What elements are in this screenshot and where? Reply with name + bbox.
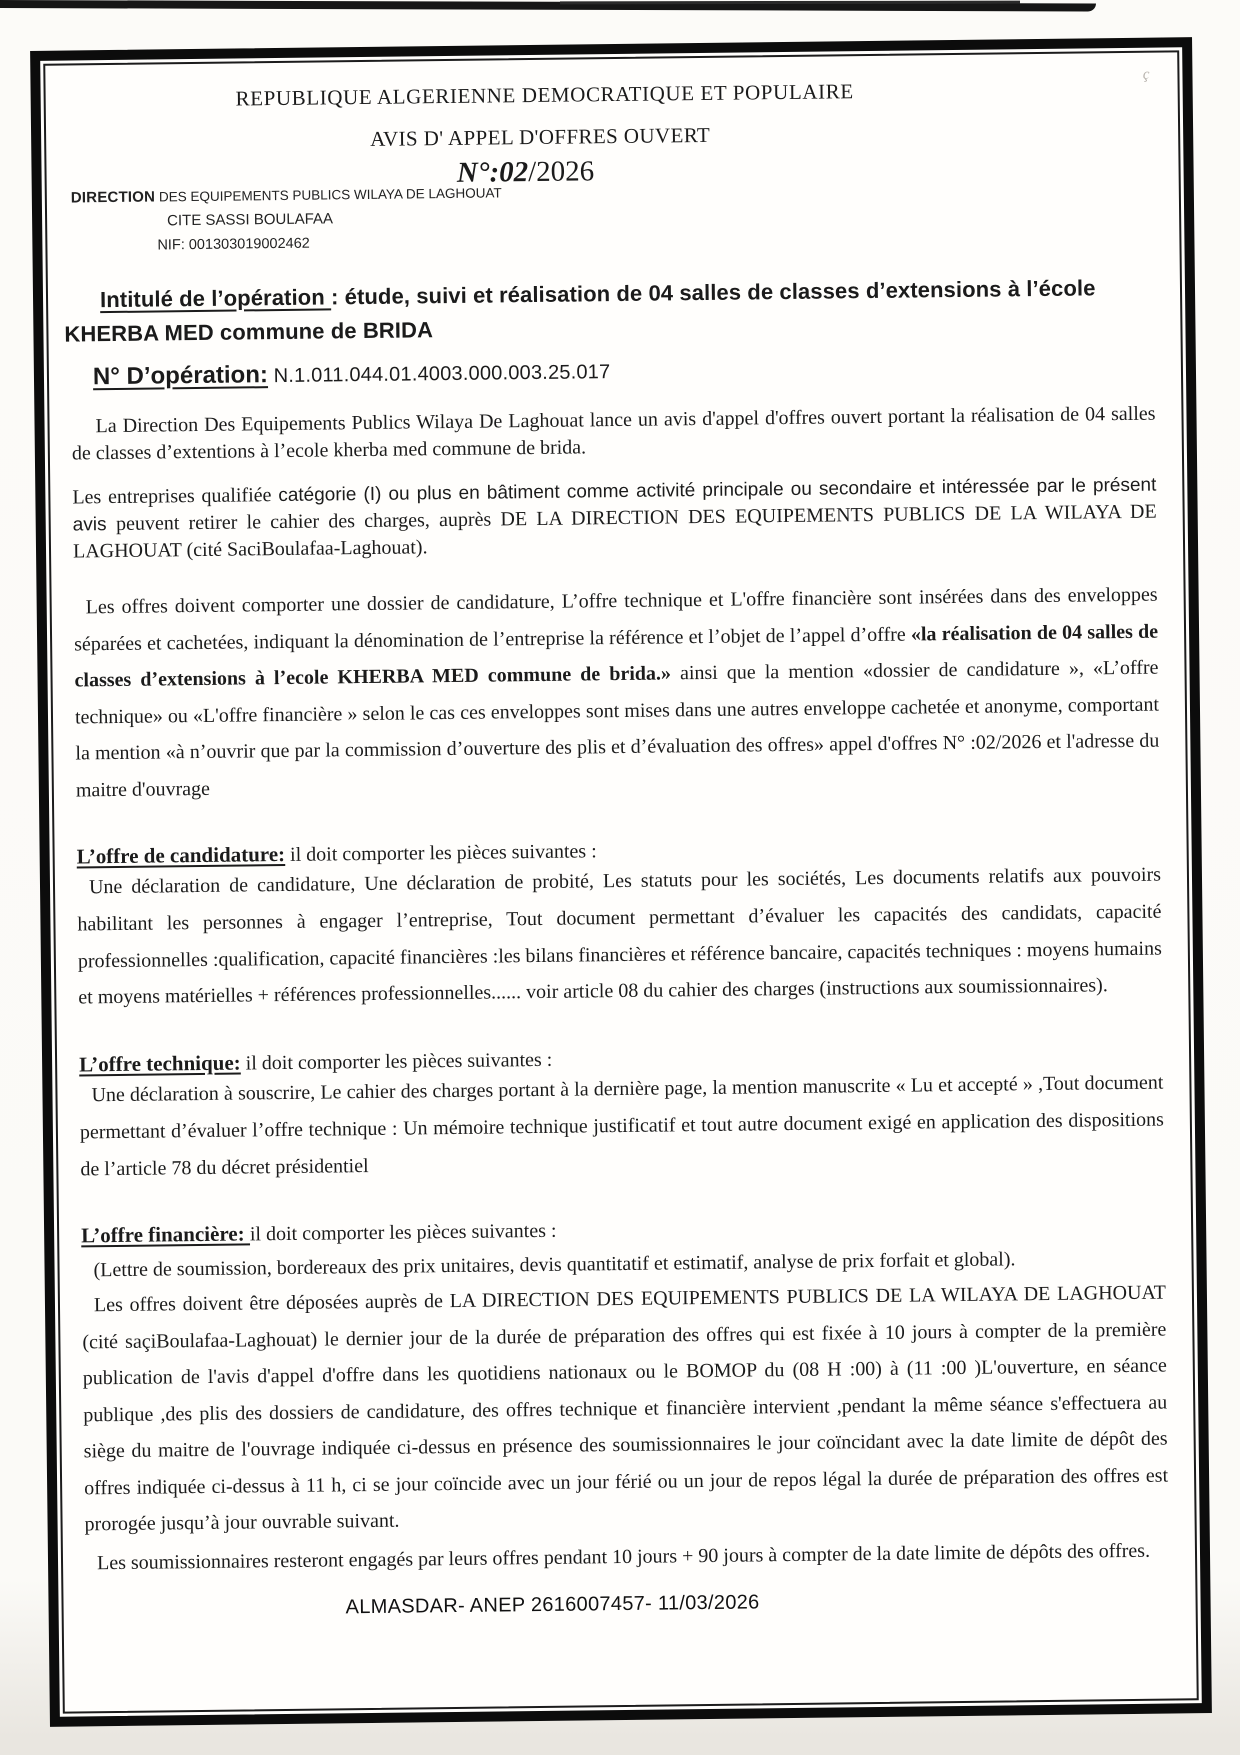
operation-number-label: N° D’opération: <box>92 361 269 391</box>
financiere-engagement: Les soumissionnaires resteront engagés par leurs offres pendant 10 jours + 90 jours à compter de la date limite de dépôts des offres. <box>96 1539 1151 1575</box>
org-name-rest: DES EQUIPEMENTS PUBLICS WILAYA DE LAGHOUAT <box>155 185 502 205</box>
eligibility-sans-segment: catégorie (I) ou plus en bâtiment comme activité principale ou secondaire et intéressée par le présent avis <box>72 474 1157 536</box>
envelopes-bold-object: «la réalisation de 04 salles de classes d’extensions à l’ecole KHERBA MED commune de brida.» <box>74 620 1159 692</box>
paragraph-eligibility <box>72 472 1157 566</box>
candidature-intro: il doit comporter les pièces suivantes : <box>284 840 597 866</box>
operation-number <box>93 351 1155 392</box>
eligibility-serif-end: peuvent retirer le cahier des charges, auprès DE LA DIRECTION DES EQUIPEMENTS PUBLICS DE LA WILAYA DE LAGHOUAT (cité SaciBoulafaa-Laghouat). <box>72 500 1157 563</box>
notice-title: AVIS D' APPEL D'OFFRES OUVERT <box>370 122 711 151</box>
candidature-label: L’offre de candidature: <box>76 841 286 869</box>
header-row <box>68 149 1153 270</box>
envelopes-post: ainsi que la mention «dossier de candidature », «L’offre technique» ou «L'offre financière » selon le cas ces enveloppes sont mises dans une autres enveloppe cachetée et anonyme, comportant la mention «à n’ouvrir que par la commission d’ouverture des plis et d’évaluation des offres» appel d'offres N° :02/2026 et l'adresse du maitre d'ouvrage <box>74 656 1160 801</box>
technique-label: L’offre technique: <box>78 1050 241 1077</box>
operation-title-label: Intitulé de l’opération <box>99 284 332 313</box>
document-content <box>43 50 1199 1713</box>
financiere-depot: Les offres doivent être déposées auprès de LA DIRECTION DES EQUIPEMENTS PUBLICS DE LA WILAYA DE LAGHOUAT (cité saçiBoulafaa-Laghouat) le dernier jour de la durée de préparation des offres qui est fixée à 10 jours à compter de la première publication de l'avis d'appel d'offre dans les quotidiens nationaux ou le BOMOP du (08 H :00) à (11 :00 )L'ouverture, en séance publique ,des plis des dossiers de candidature, des offres technique et financière intervient ,pendant la même séance s'effectuera au siège du maitre de l'ouvrage indiquée ci-dessus en présence des soumissionnaires le jour coïncidant avec la date limite de dépôt des offres indiquée ci-dessus à 11 h, ci se jour coïncide avec un jour férié ou un jour de repos légal la durée de préparation des offres est prorogée jusqu’à jour ouvrable suivant. <box>82 1281 1169 1536</box>
operation-number-value: N.1.011.044.01.4003.000.003.25.017 <box>267 361 611 388</box>
financiere-lettre: (Lettre de soumission, bordereaux des prix unitaires, devis quantitatif et estimatif, analyse de prix forfait et global). <box>93 1248 1016 1282</box>
financiere-intro: il doit comporter les pièces suivantes : <box>249 1220 557 1246</box>
org-name-strong: DIRECTION <box>70 188 156 207</box>
republic-title: REPUBLIQUE ALGERIENNE DEMOCRATIQUE ET POPULAIRE <box>235 79 854 111</box>
operation-title <box>64 271 1155 352</box>
org-block <box>71 181 503 258</box>
paragraph-envelopes <box>73 577 1160 809</box>
section-candidature-body: Une déclaration de candidature, Une déclaration de probité, Les statuts pour les sociétés, Les documents relatifs aux pouvoirs habilitant les personnes à engager l’entreprise, Tout document permettant d’évaluer les capacités des candidats, capacité professionnelles :qualification, capacité financières :les bilans financières et référence bancaire, capacités techniques : moyens humains et moyens matérielles + références professionnelles...... voir article 08 du cahier des charges (instructions aux soumissionnaires). <box>77 863 1162 1009</box>
publication-footer: ALMASDAR- ANEP 2616007457- 11/03/2026 <box>345 1591 760 1619</box>
operation-title-text: étude, suivi et réalisation de 04 salles de classes d’extensions à l’école KHERBA MED commune de BRIDA <box>64 275 1096 347</box>
org-nif: NIF: 001303019002462 <box>157 235 310 254</box>
scan-corner-mark: ç <box>1142 66 1150 83</box>
org-city: CITE SASSI BOULAFAA <box>167 210 334 230</box>
eligibility-serif-start: Les entreprises qualifiée <box>72 484 279 509</box>
envelopes-pre: Les offres doivent comporter une dossier de candidature, L’offre technique et L'offre financière sont insérées dans des enveloppes séparées et cachetées, indiquant la dénomination de l’entreprise la référence et l’objet de l’appel d’offre <box>74 583 1158 655</box>
notice-number-year: /2026 <box>527 155 595 189</box>
operation-title-colon: : <box>330 284 345 310</box>
paragraph-announcement: La Direction Des Equipements Publics Wilaya De Laghouat lance un avis d'appel d'offres ouvert portant la réalisation de 04 salles de classes d’extentions à l’ecole kherba med commune de brida. <box>71 402 1156 465</box>
notice-number-bold: N°:02 <box>456 156 529 189</box>
financiere-label: L’offre financière: <box>81 1221 251 1248</box>
org-name <box>71 181 502 210</box>
document-border-frame <box>30 37 1212 1727</box>
technique-intro: il doit comporter les pièces suivantes : <box>240 1048 553 1075</box>
section-technique-body: Une déclaration à souscrire, Le cahier des charges portant à la dernière page, la mention manuscrite « Lu et accepté » ,Tout document permettant d’évaluer l’offre technique : Un mémoire technique justificatif et tout autre document exigé en application des dispositions de l’article 78 du décret présidentiel <box>79 1071 1164 1180</box>
